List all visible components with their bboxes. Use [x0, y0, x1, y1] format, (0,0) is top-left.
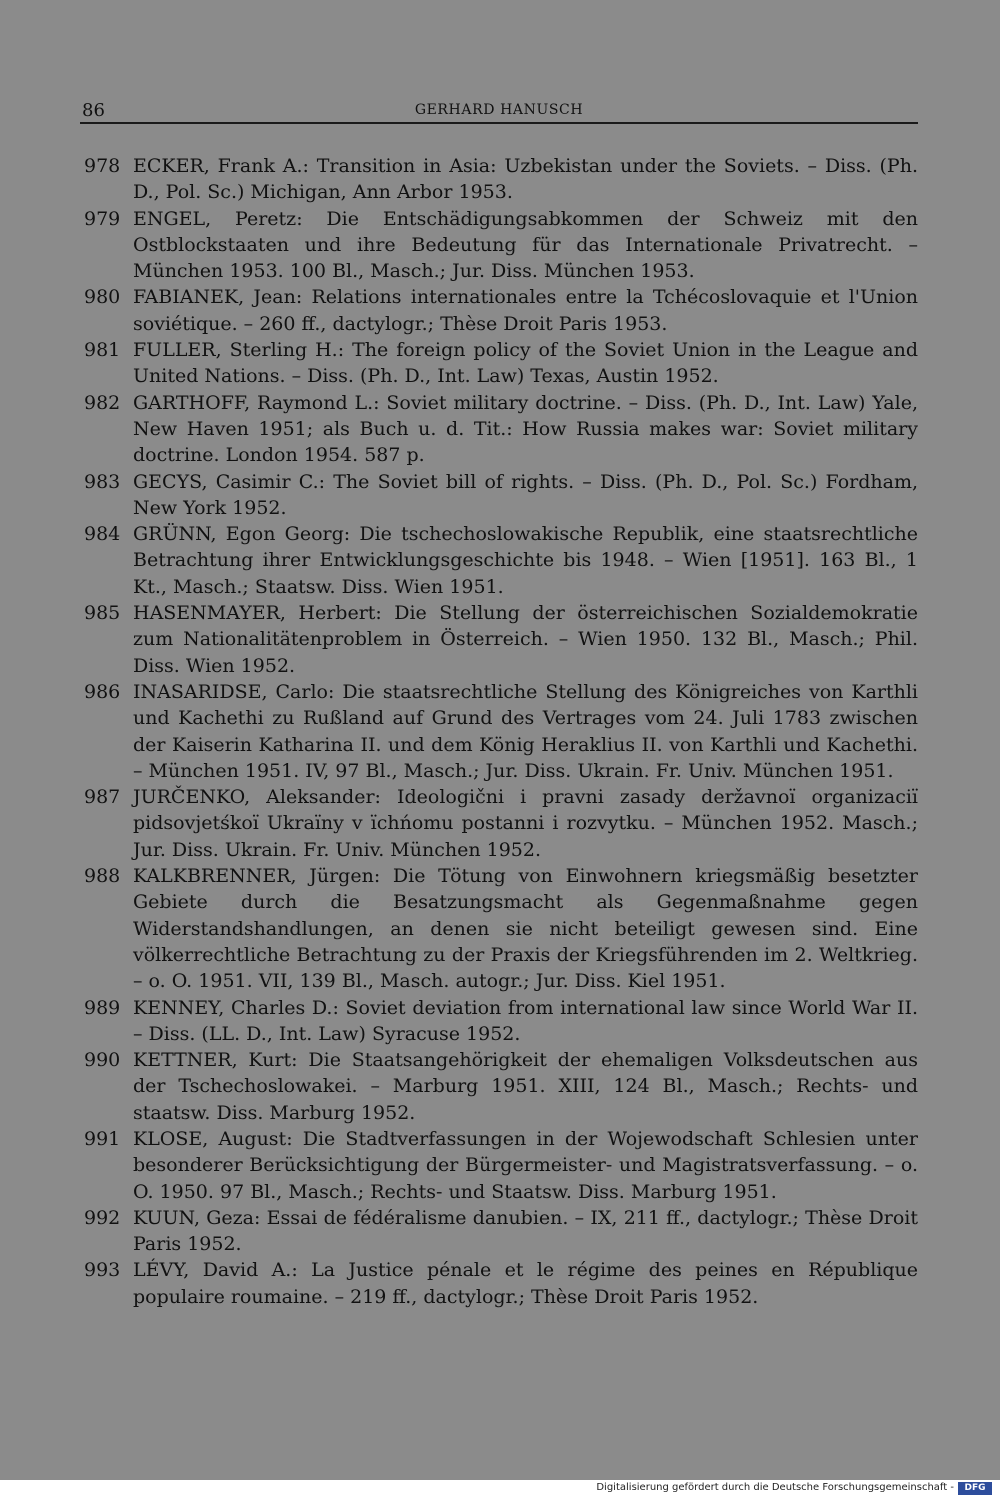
entry-number: 982: [84, 391, 121, 414]
entry-number: 979: [84, 207, 121, 230]
bibliography-entry: [84, 995, 918, 1048]
entry-number: 986: [84, 680, 121, 703]
entry-text: KUUN, Geza: Essai de fédéralisme danubien. – IX, 211 ff., dactylogr.; Thèse Droit Paris 1952.: [133, 1206, 918, 1256]
entry-text: ECKER, Frank A.: Transition in Asia: Uzbekistan under the Soviets. – Diss. (Ph. D., Pol. Sc.) Michigan, Ann Arbor 1953.: [133, 155, 918, 204]
entry-number: 991: [84, 1127, 121, 1150]
entry-text: HASENMAYER, Herbert: Die Stellung der österreichischen Sozialdemokratie zum Nationalitätenproblem in Österreich. – Wien 1950. 132 Bl., Masch.; Phil. Diss. Wien 1952.: [133, 602, 918, 677]
page-header: [80, 98, 918, 124]
entry-text: INASARIDSE, Carlo: Die staatsrechtliche Stellung des Königreiches von Karthli und Kachethi zu Rußland auf Grund des Vertrages vom 24. Juli 1783 zwischen der Kaiserin Katharina II. und dem König Heraklius II. von Karthli und Kachethi. – München 1951. IV, 97 Bl., Masch.; Jur. Diss. Ukrain. Fr. Univ. München 1951.: [133, 680, 918, 782]
entry-text: FULLER, Sterling H.: The foreign policy of the Soviet Union in the League and United Nations. – Diss. (Ph. D., Int. Law) Texas, Austin 1952.: [133, 339, 918, 388]
footer-band: [0, 1480, 1000, 1497]
bibliography-entry: [84, 863, 918, 994]
entry-text: ENGEL, Peretz: Die Entschädigungsabkommen der Schweiz mit den Ostblockstaaten und ihre Bedeutung für das Internationale Privatrecht. – München 1953. 100 Bl., Masch.; Jur. Diss. München 1953.: [133, 207, 918, 283]
bibliography-entry: [84, 206, 918, 285]
page-number: 86: [82, 100, 105, 121]
funding-credit: Digitalisierung gefördert durch die Deutsche Forschungsgemeinschaft -: [596, 1482, 954, 1493]
entry-text: GECYS, Casimir C.: The Soviet bill of rights. – Diss. (Ph. D., Pol. Sc.) Fordham, New York 1952.: [133, 470, 918, 519]
bibliography-entry: [84, 1257, 918, 1310]
running-head: GERHARD HANUSCH: [414, 102, 584, 118]
bibliography-entry: [84, 600, 918, 679]
bibliography-list: [84, 153, 918, 1310]
entry-text: LÉVY, David A.: La Justice pénale et le régime des peines en République populaire roumaine. – 219 ff., dactylogr.; Thèse Droit Paris 1952.: [133, 1259, 918, 1308]
entry-text: KLOSE, August: Die Stadtverfassungen in der Wojewodschaft Schlesien unter besonderer Berücksichtigung der Bürgermeister- und Magistratsverfassung. – o. O. 1950. 97 Bl., Masch.; Rechts- und Staatsw. Diss. Marburg 1951.: [133, 1127, 918, 1203]
bibliography-entry: [84, 284, 918, 337]
bibliography-entry: [84, 1126, 918, 1205]
bibliography-entry: [84, 1047, 918, 1126]
entry-number: 989: [84, 996, 121, 1019]
bibliography-entry: [84, 521, 918, 600]
bibliography-entry: [84, 390, 918, 469]
bibliography-entry: [84, 1205, 918, 1258]
entry-text: GARTHOFF, Raymond L.: Soviet military doctrine. – Diss. (Ph. D., Int. Law) Yale, New Haven 1951; als Buch u. d. Tit.: How Russia makes war: Soviet military doctrine. London 1954. 587 p.: [133, 391, 918, 467]
bibliography-entry: [84, 337, 918, 390]
entry-text: JURČENKO, Aleksander: Ideologični i pravni zasady deržavnoï organizaciï pidsovjetśkoï Ukraïny v ïchńomu postanni i rozvytku. – München 1952. Masch.; Jur. Diss. Ukrain. Fr. Univ. München 1952.: [133, 786, 918, 861]
entry-number: 987: [84, 786, 121, 809]
entry-text: FABIANEK, Jean: Relations internationales entre la Tchécoslovaquie et l'Union soviétique. – 260 ff., dactylogr.; Thèse Droit Paris 1953.: [133, 286, 918, 335]
entry-text: KENNEY, Charles D.: Soviet deviation from international law since World War II. – Diss. (LL. D., Int. Law) Syracuse 1952.: [133, 996, 918, 1045]
entry-text: GRÜNN, Egon Georg: Die tschechoslowakische Republik, eine staatsrechtliche Betrachtung ihrer Entwicklungsgeschichte bis 1948. – Wien [1951]. 163 Bl., 1 Kt., Masch.; Staatsw. Diss. Wien 1951.: [133, 523, 918, 598]
entry-number: 984: [84, 523, 121, 546]
bibliography-entry: [84, 153, 918, 206]
entry-number: 981: [84, 339, 121, 362]
entry-number: 985: [84, 602, 121, 625]
entry-number: 980: [84, 286, 121, 309]
entry-text: KETTNER, Kurt: Die Staatsangehörigkeit der ehemaligen Volksdeutschen aus der Tschechoslowakei. – Marburg 1951. XIII, 124 Bl., Masch.; Rechts- und staatsw. Diss. Marburg 1952.: [133, 1049, 918, 1124]
entry-number: 992: [84, 1206, 121, 1229]
entry-number: 978: [84, 155, 121, 177]
bibliography-entry: [84, 679, 918, 784]
bibliography-entry: [84, 469, 918, 522]
bibliography-entry: [84, 784, 918, 863]
entry-number: 988: [84, 865, 121, 888]
dfg-logo: DFG: [958, 1482, 992, 1495]
entry-number: 993: [84, 1259, 121, 1282]
entry-number: 990: [84, 1049, 121, 1072]
entry-number: 983: [84, 470, 121, 493]
entry-text: KALKBRENNER, Jürgen: Die Tötung von Einwohnern kriegsmäßig besetzter Gebiete durch die Besatzungsmacht als Gegenmaßnahme gegen Widerstandshandlungen, an denen sie nicht beteiligt gewesen sind. Eine völkerrechtliche Betrachtung zu der Praxis der Kriegsführenden im 2. Weltkrieg. – o. O. 1951. VII, 139 Bl., Masch. autogr.; Jur. Diss. Kiel 1951.: [133, 865, 918, 993]
